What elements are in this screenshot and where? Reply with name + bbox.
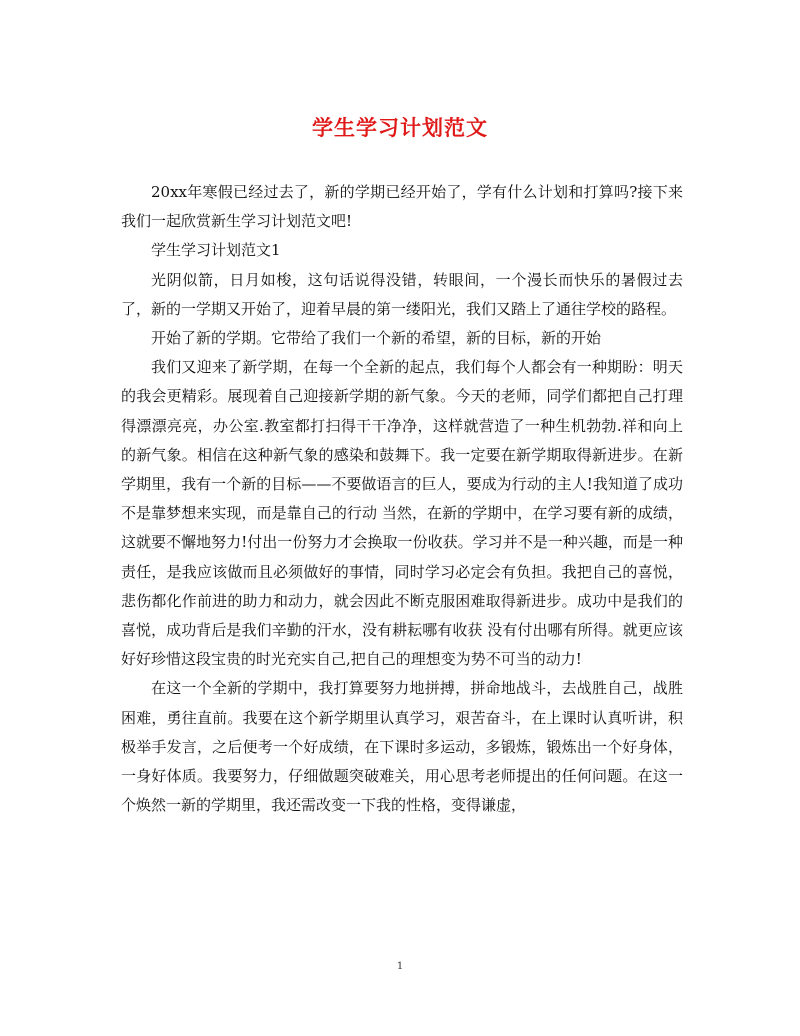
document-title: 学生学习计划范文 (312, 115, 488, 140)
intro-paragraph: 20xx年寒假已经过去了，新的学期已经开始了，学有什么计划和打算吗?接下来我们一起欣赏新生学习计划范文吧! (121, 183, 683, 231)
document-body (121, 178, 683, 820)
page-number: 1 (396, 961, 404, 972)
section-heading: 学生学习计划范文1 (151, 241, 281, 260)
body-paragraph: 在这一个全新的学期中，我打算要努力地拼搏，拼命地战斗，去战胜自己，战胜困难，勇往直前。我要在这个新学期里认真学习，艰苦奋斗，在上课时认真听讲，积极举手发言，之后便考一个好成绩，在下课时多运动，多锻炼，锻炼出一个好身体，一身好体质。我要努力，仔细做题突破难关，用心思考老师提出的任何问题。在这一个焕然一新的学期里，我还需改变一下我的性格，变得谦虚， (121, 679, 683, 815)
body-paragraph: 开始了新的学期。它带给了我们一个新的希望，新的目标，新的开始 (151, 329, 602, 348)
body-paragraph: 光阴似箭，日月如梭，这句话说得没错，转眼间，一个漫长而快乐的暑假过去了，新的一学期又开始了，迎着早晨的第一缕阳光，我们又踏上了通往学校的路程。 (121, 270, 683, 318)
body-paragraph: 我们又迎来了新学期，在每一个全新的起点，我们每个人都会有一种期盼：明天的我会更精彩。展现着自己迎接新学期的新气象。今天的老师，同学们都把自己打理得漂漂亮亮，办公室.教室都打扫得干干净净，这样就营造了一种生机勃勃.祥和向上的新气象。相信在这种新气象的感染和鼓舞下。我一定要在新学期取得新进步。在新学期里，我有一个新的目标——不要做语言的巨人，要成为行动的主人!我知道了成功不是靠梦想来实现，而是靠自己的行动 当然，在新的学期中，在学习要有新的成绩，这就要不懈地努力!付出一份努力才会换取一份收获。学习并不是一种兴趣，而是一种责任，是我应该做而且必须做好的事情，同时学习必定会有负担。我把自己的喜悦，悲伤都化作前进的助力和动力，就会因此不断克服困难取得新进步。成功中是我们的喜悦，成功背后是我们辛勤的汗水，没有耕耘哪有收获 没有付出哪有所得。就更应该好好珍惜这段宝贵的时光充实自己,把自己的理想变为势不可当的动力! (121, 358, 683, 669)
